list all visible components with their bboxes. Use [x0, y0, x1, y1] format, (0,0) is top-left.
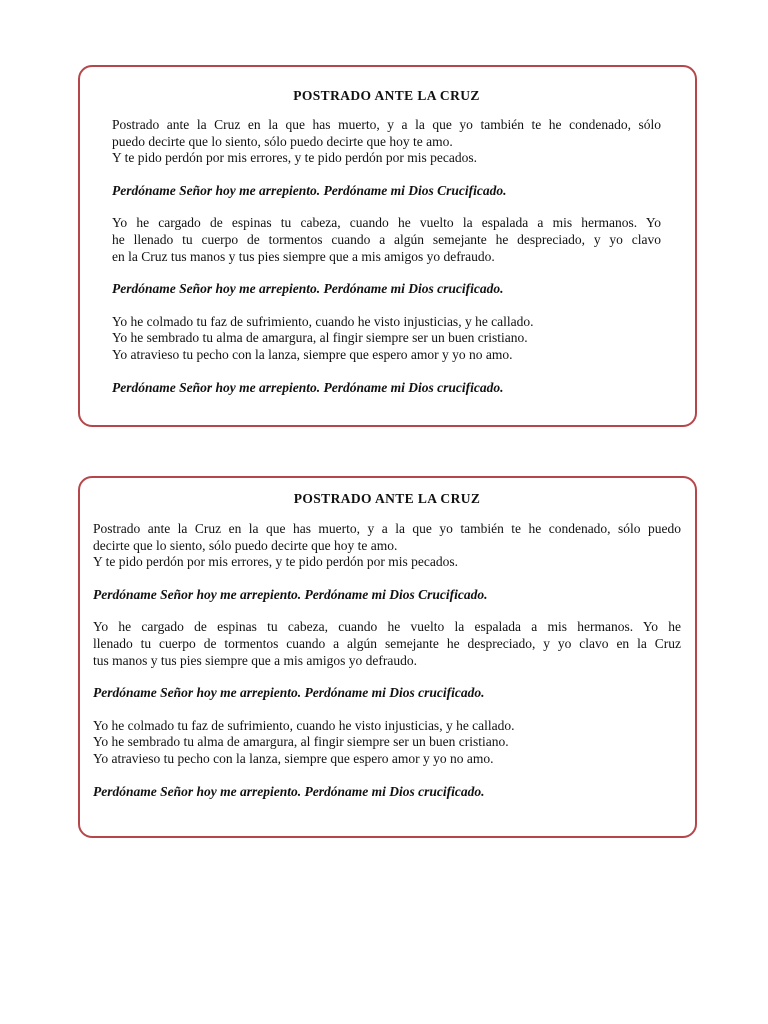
- prayer-card-1: [78, 65, 697, 427]
- stanza-1: [112, 117, 661, 167]
- stanza-line: Yo atravieso tu pecho con la lanza, siempre que espero amor y yo no amo.: [93, 750, 494, 766]
- stanza-3: [93, 718, 681, 768]
- refrain-3: Perdóname Señor hoy me arrepiento. Perdóname mi Dios crucificado.: [93, 783, 485, 799]
- card-title: POSTRADO ANTE LA CRUZ: [293, 88, 480, 103]
- stanza-line: Yo he cargado de espinas tu cabeza, cuando he vuelto la espalada a mis hermanos. Yo: [112, 215, 661, 231]
- prayer-card-2: [78, 476, 697, 838]
- refrain-2: Perdóname Señor hoy me arrepiento. Perdóname mi Dios crucificado.: [93, 685, 485, 701]
- stanza-line: llenado tu cuerpo de tormentos cuando a algún semejante he despreciado, y yo clavo en la Cruz: [93, 635, 681, 651]
- stanza-2: [93, 619, 681, 669]
- stanza-3: [112, 314, 661, 364]
- stanza-line: puedo decirte que lo siento, sólo puedo decirte que hoy te amo.: [112, 133, 453, 149]
- stanza-line: Yo he cargado de espinas tu cabeza, cuando he vuelto la espalada a mis hermanos. Yo he: [93, 619, 681, 635]
- stanza-line: Postrado ante la Cruz en la que has muerto, y a la que yo también te he condenado, sólo puedo: [93, 521, 681, 536]
- stanza-line: Yo he colmado tu faz de sufrimiento, cuando he visto injusticias, y he callado.: [93, 717, 515, 733]
- refrain-3: Perdóname Señor hoy me arrepiento. Perdóname mi Dios crucificado.: [112, 379, 504, 395]
- stanza-line: Yo he sembrado tu alma de amargura, al fingir siempre ser un buen cristiano.: [93, 734, 509, 750]
- stanza-line: Y te pido perdón por mis errores, y te pido perdón por mis pecados.: [112, 150, 478, 166]
- stanza-line: decirte que lo siento, sólo puedo decirte que hoy te amo.: [93, 537, 398, 553]
- refrain-2: Perdóname Señor hoy me arrepiento. Perdóname mi Dios crucificado.: [112, 281, 504, 297]
- stanza-line: he llenado tu cuerpo de tormentos cuando a algún semejante he despreciado, y yo clavo: [112, 231, 661, 247]
- card-title: POSTRADO ANTE LA CRUZ: [293, 491, 481, 506]
- stanza-line: Postrado ante la Cruz en la que has muerto, y a la que yo también te he condenado, sólo: [112, 117, 661, 132]
- refrain-1: Perdóname Señor hoy me arrepiento. Perdóname mi Dios Crucificado.: [112, 182, 507, 198]
- stanza-line: Yo he sembrado tu alma de amargura, al fingir siempre ser un buen cristiano.: [112, 330, 528, 346]
- stanza-line: Yo he colmado tu faz de sufrimiento, cuando he visto injusticias, y he callado.: [112, 313, 534, 329]
- stanza-line: Y te pido perdón por mis errores, y te pido perdón por mis pecados.: [93, 554, 459, 570]
- refrain-1: Perdóname Señor hoy me arrepiento. Perdóname mi Dios Crucificado.: [93, 586, 488, 602]
- stanza-line: Yo atravieso tu pecho con la lanza, siempre que espero amor y yo no amo.: [112, 346, 513, 362]
- stanza-2: [112, 215, 661, 265]
- stanza-1: [93, 521, 681, 571]
- stanza-line: tus manos y tus pies siempre que a mis amigos yo defraudo.: [93, 652, 417, 668]
- stanza-line: en la Cruz tus manos y tus pies siempre que a mis amigos yo defraudo.: [112, 248, 495, 264]
